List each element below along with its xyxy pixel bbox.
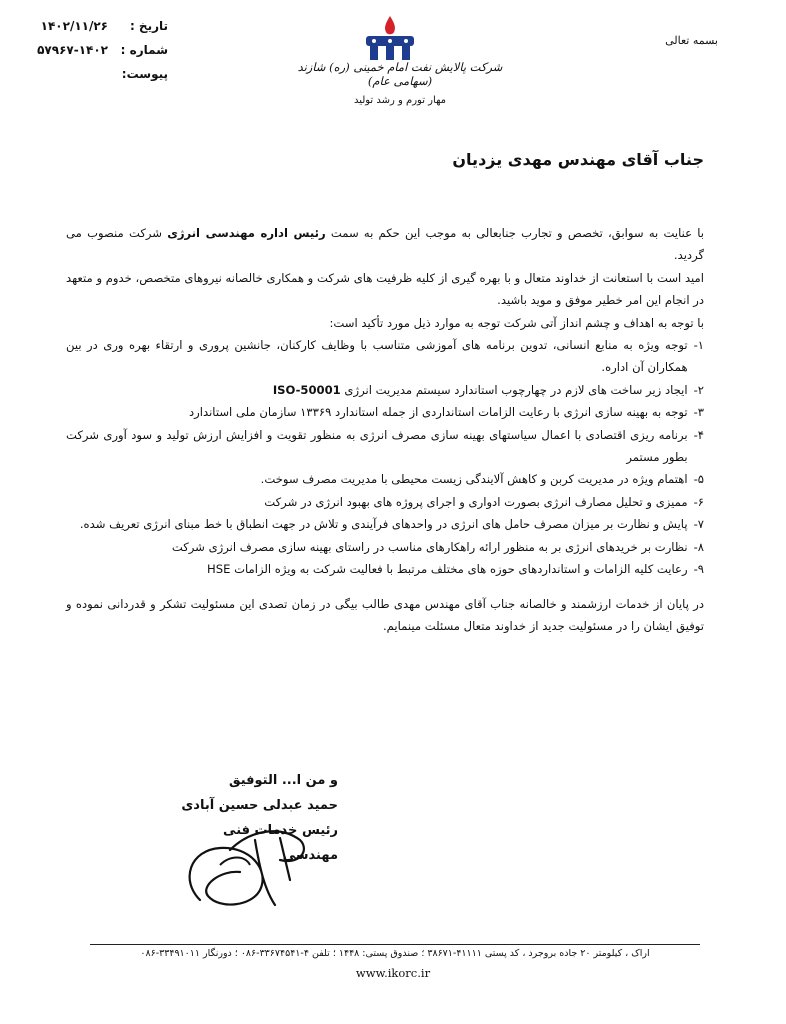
- item-number: ۶-: [693, 494, 704, 509]
- date-label: تاریخ :: [129, 19, 168, 33]
- attachment-label: پیوست:: [121, 67, 168, 81]
- signer-name: حمید عبدلی حسین آبادی: [181, 798, 338, 813]
- item-number: ۸-: [693, 539, 704, 554]
- item-number: ۱-: [693, 338, 704, 353]
- item-number: ۷-: [693, 517, 704, 532]
- letter-meta: [18, 14, 168, 86]
- intro-line-1: [66, 222, 704, 267]
- item-text: توجه ویژه به منابع انسانی، تدوین برنامه های آموزشی متناسب با وظایف کارکنان، جانشین پروری و ارتقاء بهره وری در بین همکاران آن اداره.: [66, 338, 688, 375]
- handwritten-signature: [160, 810, 340, 920]
- item-text: رعایت کلیه الزامات و استانداردهای حوزه های مختلف مرتبط با فعالیت شرکت به ویژه الزامات HSE: [207, 562, 688, 577]
- footer-address: اراک ، کیلومتر ۲۰ جاده بروجرد ، کد پستی ۴۱۱۱۱-۳۸۶۷۱ ؛ صندوق پستی: ۱۴۴۸ ؛ تلفن ۴-۳۳۶۷۴۵۴۱-۰۸۶ ؛ دورنگار ۳۳۴۹۱۰۱۱-۰۸۶: [140, 948, 650, 959]
- item-number: ۲-: [693, 382, 704, 397]
- company-logo: [360, 14, 420, 62]
- item-number: ۵-: [693, 472, 704, 487]
- date-row: [18, 14, 168, 38]
- recipient-title: جناب آقای مهندس مهدی یزدیان: [452, 150, 704, 169]
- item-text: ممیزی و تحلیل مصارف انرژی بصورت ادواری و اجرای پروژه های بهبود انرژی در شرکت: [264, 494, 688, 509]
- number-row: [18, 38, 168, 62]
- besmeh-text: بسمه تعالی: [665, 34, 718, 47]
- item-number: ۹-: [693, 562, 704, 577]
- footer-website: www.ikorc.ir: [355, 966, 431, 980]
- number-value: ۵۷۹۶۷-۱۴۰۲: [37, 43, 108, 57]
- list-item: [66, 536, 704, 558]
- list-item: [66, 401, 704, 423]
- list-item: [66, 424, 704, 469]
- list-item: [66, 379, 704, 401]
- item-text: نظارت بر خریدهای انرژی بر به منظور ارائه راهکارهای مناسب در راستای بهینه سازی مصرف انرژی شرکت: [171, 539, 688, 554]
- date-value: ۱۴۰۲/۱۱/۲۶: [40, 19, 108, 33]
- list-item: [66, 468, 704, 490]
- iso-standard: ISO-50001: [272, 382, 341, 397]
- spacer: [66, 581, 704, 593]
- footer-divider: [90, 944, 700, 945]
- item-text: برنامه ریزی اقتصادی با اعمال سیاستهای بهینه سازی مصرف انرژی به منظور تقویت و افزایش ارزش تولید و سود آوری شرکت بطور مستمر: [66, 427, 688, 465]
- item-number: ۳-: [693, 405, 704, 420]
- signer-title: رئیس خدمات فنی مهندسی: [223, 823, 338, 863]
- company-name: شرکت پالایش نفت امام خمینی (ره) شازند (سهامی عام): [297, 60, 503, 88]
- signature-closing: و من ا... التوفیق: [228, 773, 338, 788]
- letter-body: [66, 222, 704, 637]
- number-label: شماره :: [120, 43, 168, 57]
- item-text-part: ایجاد زیر ساخت های لازم در چهارچوب استاندارد سیستم مدیریت انرژی: [340, 382, 688, 397]
- intro-line-3: با توجه به اهداف و چشم انداز آتی شرکت توجه به موارد ذیل مورد تأکید است:: [329, 315, 704, 330]
- item-text: توجه به بهینه سازی انرژی با رعایت الزامات استانداردی از جمله استاندارد ۱۳۳۶۹ سازمان ملی استاندارد: [189, 405, 688, 420]
- list-item: [66, 558, 704, 580]
- intro-line-2: امید است با استعانت از خداوند متعال و با بهره گیری از کلیه ظرفیت های شرکت و همکاری خالصانه نیروهای متخصص، خدوم و متعهد در انجام این امر خطیر موفق و موید باشید.: [66, 270, 704, 308]
- intro-text: با عنایت به سوابق، تخصص و تجارب جنابعالی به موجب این حکم به سمت: [325, 226, 704, 240]
- item-text: اهتمام ویژه در مدیریت کربن و کاهش آلایندگی زیست محیطی با مدیریت مصرف سوخت.: [260, 472, 688, 487]
- item-number: ۴-: [693, 427, 704, 442]
- list-item: [66, 334, 704, 379]
- item-text: [66, 379, 688, 401]
- slogan: مهار تورم و رشد تولید: [353, 95, 447, 106]
- list-item: [66, 491, 704, 513]
- intro-text-end: شرکت منصوب می گردید.: [66, 226, 704, 263]
- closing-paragraph: در پایان از خدمات ارزشمند و خالصانه جناب آقای مهندس مهدی طالب بیگی در زمان تصدی این مسئولیت تشکر و قدردانی نموده و توفیق ایشان را در مسئولیت جدید از خداوند متعال مسئلت مینمایم.: [66, 596, 704, 633]
- position-title: رئیس اداره مهندسی انرژی: [167, 226, 326, 240]
- list-item: [66, 513, 704, 535]
- item-text: پایش و نظارت بر میزان مصرف حامل های انرژی در واحدهای فرآیندی و تلاش در جهت انطباق با خط مبنای انرژی تعریف شده.: [79, 517, 688, 532]
- attachment-row: [18, 62, 168, 86]
